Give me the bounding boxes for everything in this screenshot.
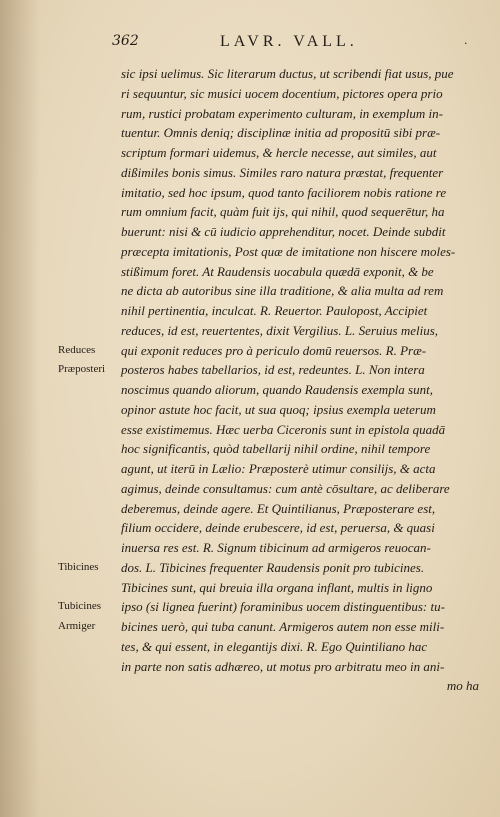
text-line: ne dicta ab autoribus sine illa traditione, & alia multa ad rem (121, 283, 444, 299)
text-line: stißimum foret. At Raudensis uocabula quædā exponit, & be (121, 263, 434, 279)
text-line: in parte non satis adhæreo, ut motus pro arbitratu meo in ani- (121, 658, 445, 674)
text-line: inuersa res est. R. Signum tibicinum ad armigeros reuocan- (121, 540, 431, 555)
text-line: esse existimemus. Hæc uerba Ciceronis sunt in epistola quadā (121, 421, 446, 437)
text-line: deberemus, deinde agere. Et Quintilianus, Præposterare est, (121, 500, 436, 516)
text-line: Tibicines sunt, qui breuia illa organa inflant, multis in ligno (121, 579, 433, 595)
text-line: filium occidere, deinde erubescere, id est, peruersa, & quasi (121, 520, 435, 536)
text-line: tuentur. Omnis deniq; disciplinæ initia ad propositū sibi præ- (121, 125, 441, 141)
text-line: tes, & qui essent, in elegantijs dixi. R. Ego Quintiliano hac (121, 638, 428, 654)
running-head: LAVR. VALL. (220, 33, 358, 50)
text-line: mo ha (446, 678, 479, 694)
corner-mark: · (464, 37, 468, 50)
page-number: 362 (112, 33, 139, 49)
text-line: noscimus quando aliorum, quando Raudensis exempla sunt, (121, 382, 433, 397)
text-line: qui exponit reduces pro à periculo domū reuersos. R. Præ- (121, 342, 427, 358)
page-header (112, 33, 472, 55)
text-line: rum omnium facit, quàm fuit ijs, qui nihil, quod sequerētur, ha (121, 204, 445, 220)
text-line: scriptum formari uidemus, & hercle necesse, aut similes, aut (121, 145, 437, 160)
text-line: imitatio, sed hoc ipsum, quod tanto faciliorem nobis ratione re (121, 184, 447, 200)
text-line: præcepta imitationis, Post quæ de imitatione non hiscere moles- (121, 243, 456, 259)
text-line: hoc significantis, quòd tabellarij nihil ordine, nihil tempore (121, 441, 431, 457)
body-text (121, 64, 485, 696)
margin-note: Tibicines (58, 560, 99, 573)
text-line: dißimiles bonis simus. Similes raro natura præstat, frequenter (121, 164, 444, 180)
text-line: reduces, id est, reuertentes, dixit Vergilius. L. Seruius melius, (121, 322, 439, 338)
text-line: bicines uerò, qui tuba canunt. Armigeros autem non esse mili- (121, 619, 445, 634)
margin-note: Reduces (58, 343, 96, 356)
text-line: rum, rustici probatam experimento culturam, in exemplum in- (121, 105, 443, 121)
text-line: ri sequuntur, sic musici uocem docentium, pictores opera prio (121, 85, 443, 101)
margin-note: Tubicines (58, 600, 101, 613)
text-line: ipso (si lignea fuerint) foraminibus uocem distinguentibus: tu- (121, 599, 445, 615)
text-line: buerunt: nisi & cū iudicio apprehenditur, nocet. Deinde subdit (121, 224, 446, 239)
text-line: dos. L. Tibicines frequenter Raudensis ponit pro tubicines. (121, 559, 425, 575)
text-line: agimus, deinde consultamus: cum antè cōsultare, ac deliberare (121, 480, 450, 496)
text-line: sic ipsi uelimus. Sic literarum ductus, ut scribendi fiat usus, pue (121, 66, 454, 81)
text-line: nihil pertinentia, inculcat. R. Reuertor. Paulopost, Accipiet (121, 303, 428, 318)
margin-note: Armiger (58, 620, 96, 632)
text-line: posteros habes tabellarios, id est, redeuntes. L. Non intera (121, 362, 425, 378)
text-line: agunt, ut iterū in Lælio: Præposterè utimur consilijs, & acta (121, 461, 436, 476)
margin-note: Præposteri (58, 363, 106, 376)
binding-shadow (0, 0, 40, 817)
text-line: opinor astute hoc facit, ut sua quoq; ipsius exempla ueterum (121, 401, 436, 417)
